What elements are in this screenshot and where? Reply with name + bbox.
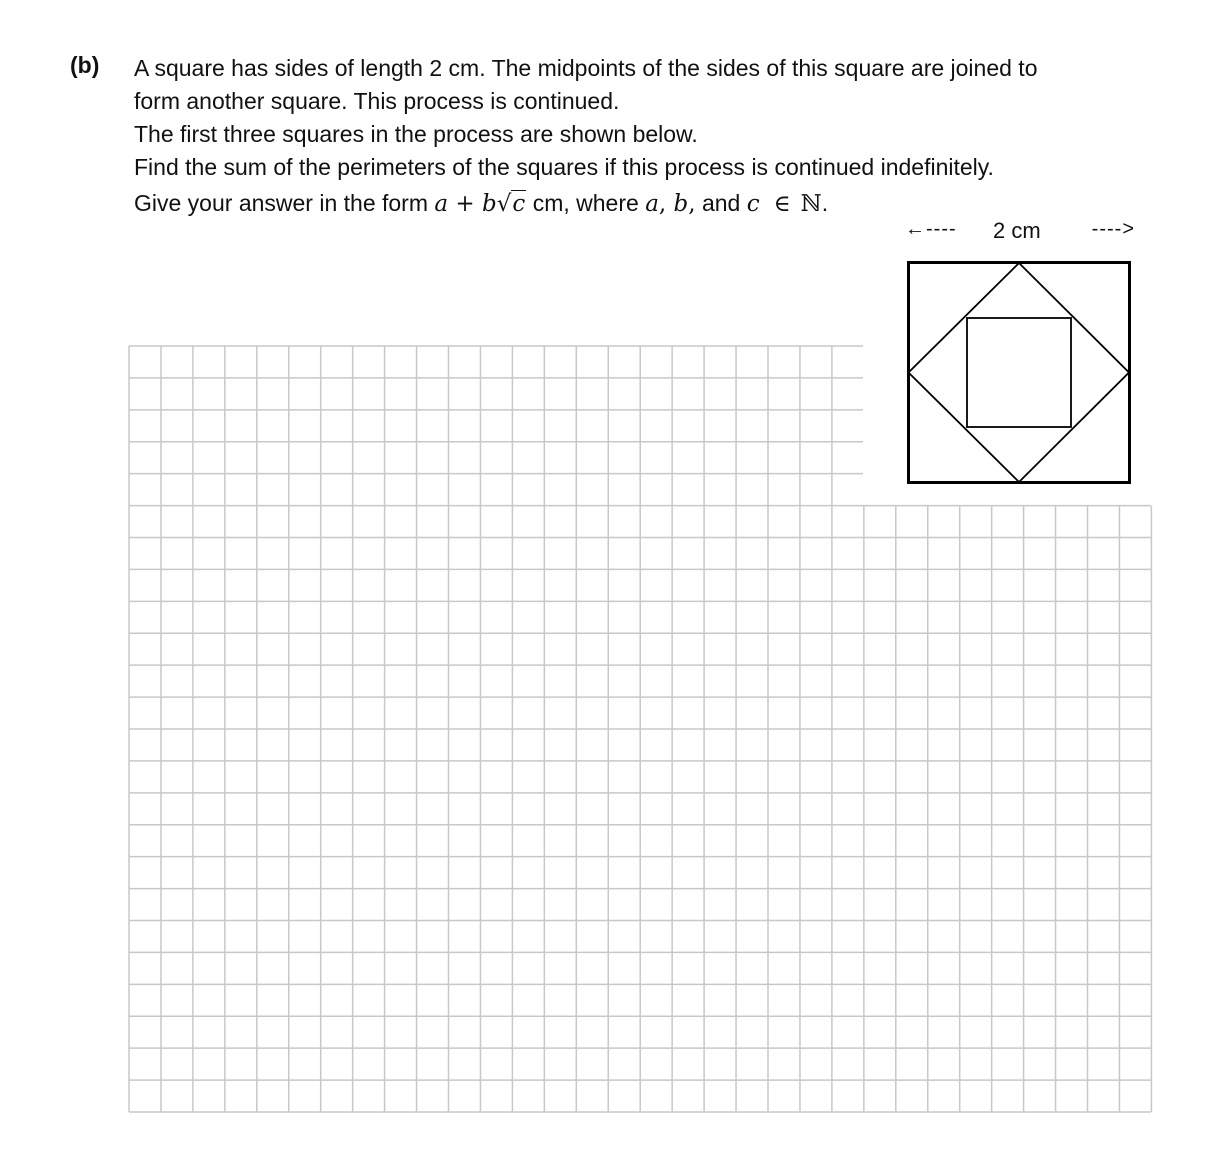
math-b: b (482, 191, 497, 217)
answer-form-prefix: Give your answer in the form (134, 190, 435, 216)
answer-unit: cm, where (526, 190, 646, 216)
period: . (821, 190, 829, 216)
math-plus: + (448, 191, 483, 217)
comma-1: , (658, 191, 674, 217)
comma-2: , (688, 191, 696, 217)
radical-sign: √ (496, 191, 512, 217)
dimension-arrow-left: ←---- (905, 218, 957, 240)
list-a: a (645, 191, 659, 217)
question-line-4: Find the sum of the perimeters of the squares if this process is continued indefinitely. (134, 154, 994, 180)
part-label: (b) (70, 52, 100, 78)
math-a: a (434, 191, 449, 217)
dimension-arrow-right: ----> (1091, 218, 1135, 240)
list-b: b (673, 191, 689, 217)
element-of: ∈ (773, 191, 791, 217)
outer-square (909, 263, 1130, 483)
list-c: c (746, 191, 760, 217)
nested-squares-figure (900, 255, 1140, 491)
naturals-symbol: ℕ (800, 191, 822, 217)
question-line-3: The first three squares in the process are shown below. (134, 121, 698, 147)
question-line-2: form another square. This process is continued. (134, 88, 620, 114)
math-c: c (512, 191, 526, 217)
question-line-1: A square has sides of length 2 cm. The midpoints of the sides of this square are joined to (134, 55, 1038, 81)
dimension-text: 2 cm (993, 218, 1041, 243)
list-and: and (695, 190, 747, 216)
